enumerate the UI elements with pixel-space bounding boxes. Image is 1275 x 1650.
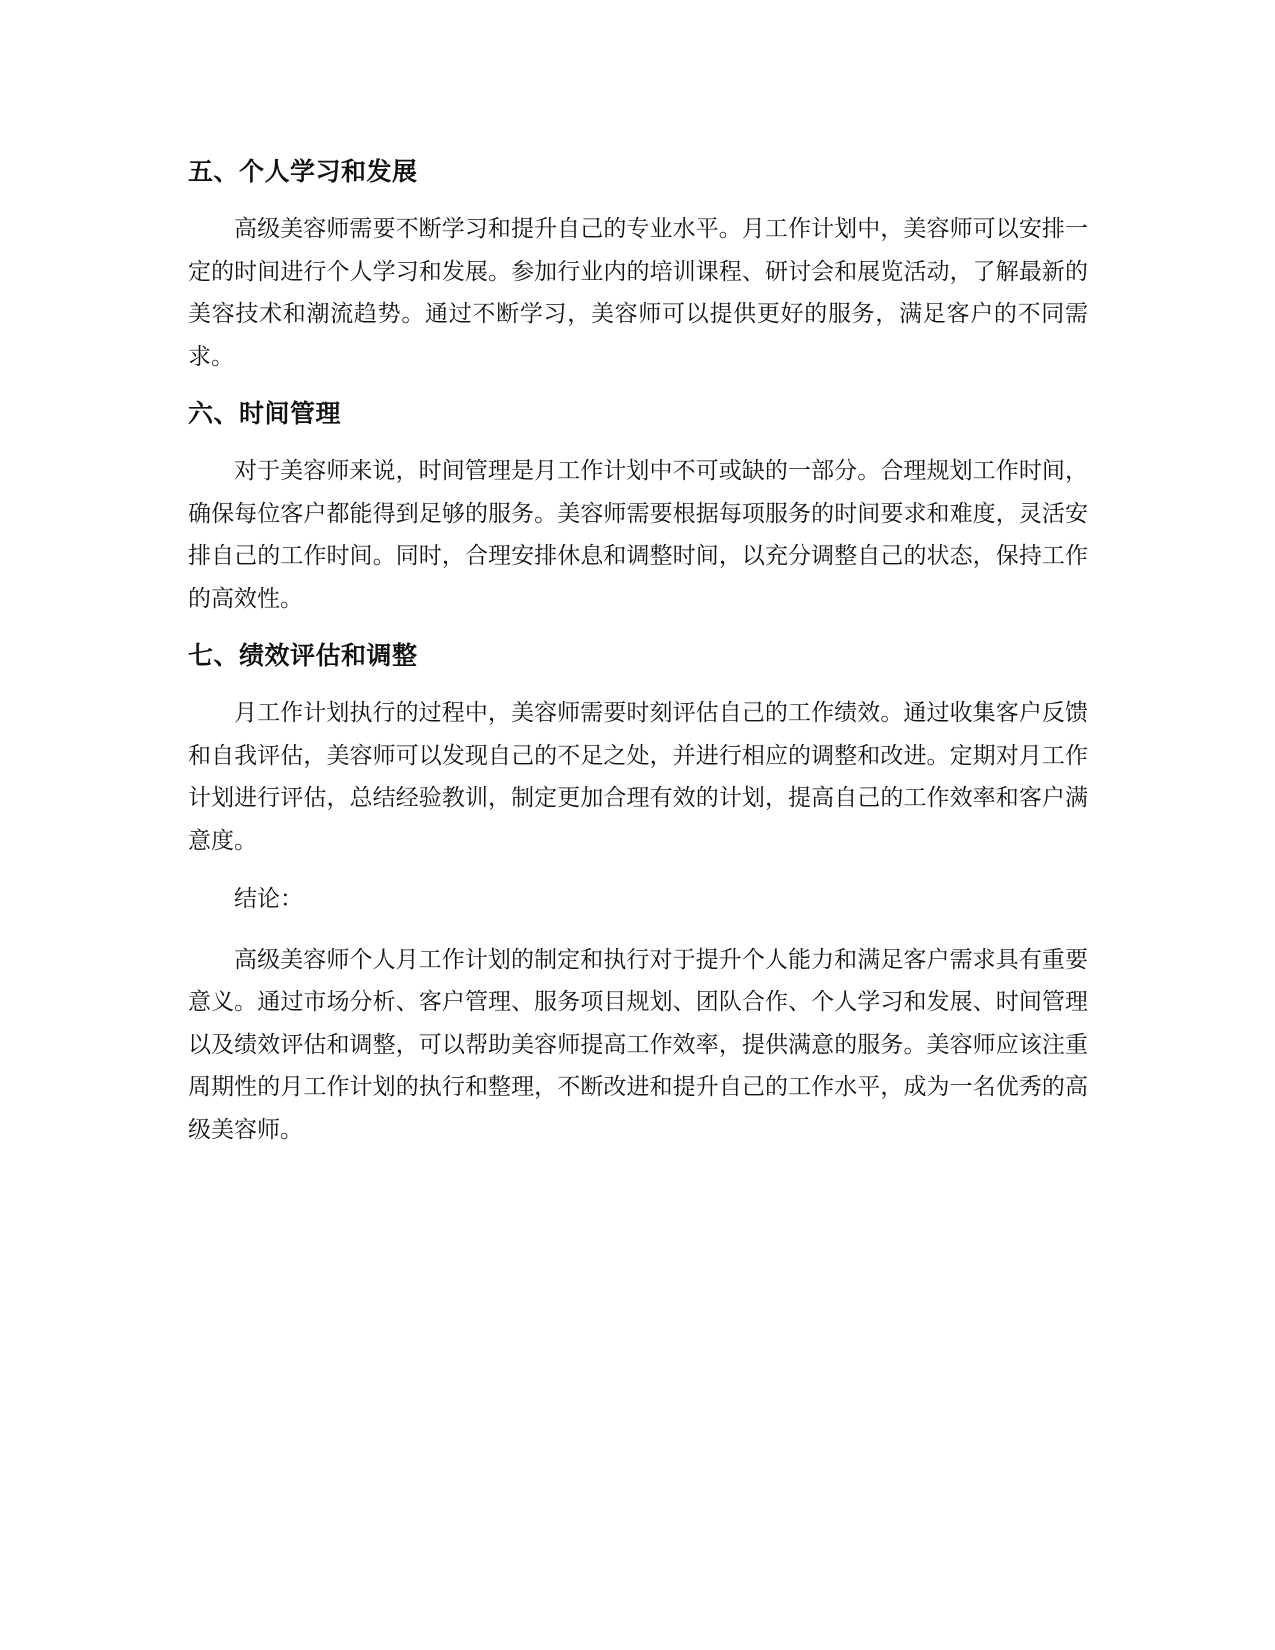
section-heading-time-management: 六、时间管理	[188, 399, 342, 428]
conclusion-body: 高级美容师个人月工作计划的制定和执行对于提升个人能力和满足客户需求具有重要意义。通过市场分析、客户管理、服务项目规划、团队合作、个人学习和发展、时间管理以及绩效评估和调整，可以帮助美容师提高工作效率，提供满意的服务。美容师应该注重周期性的月工作计划的执行和整理，不断改进和提升自己的工作水平，成为一名优秀的高级美容师。	[188, 946, 1088, 1143]
conclusion-label: 结论：	[234, 886, 303, 912]
section-body-time-management: 对于美容师来说，时间管理是月工作计划中不可或缺的一部分。合理规划工作时间，确保每位客户都能得到足够的服务。美容师需要根据每项服务的时间要求和难度，灵活安排自己的工作时间。同时，合理安排休息和调整时间，以充分调整自己的状态，保持工作的高效性。	[188, 458, 1088, 612]
section-body-performance-evaluation: 月工作计划执行的过程中，美容师需要时刻评估自己的工作绩效。通过收集客户反馈和自我评估，美容师可以发现自己的不足之处，并进行相应的调整和改进。定期对月工作计划进行评估，总结经验教训，制定更加合理有效的计划，提高自己的工作效率和客户满意度。	[188, 700, 1088, 854]
section-heading-performance-evaluation: 七、绩效评估和调整	[188, 641, 418, 670]
section-body-personal-learning: 高级美容师需要不断学习和提升自己的专业水平。月工作计划中，美容师可以安排一定的时间进行个人学习和发展。参加行业内的培训课程、研讨会和展览活动，了解最新的美容技术和潮流趋势。通过不断学习，美容师可以提供更好的服务，满足客户的不同需求。	[188, 216, 1088, 370]
document-page	[188, 140, 1088, 1167]
section-heading-personal-learning: 五、个人学习和发展	[188, 157, 418, 186]
